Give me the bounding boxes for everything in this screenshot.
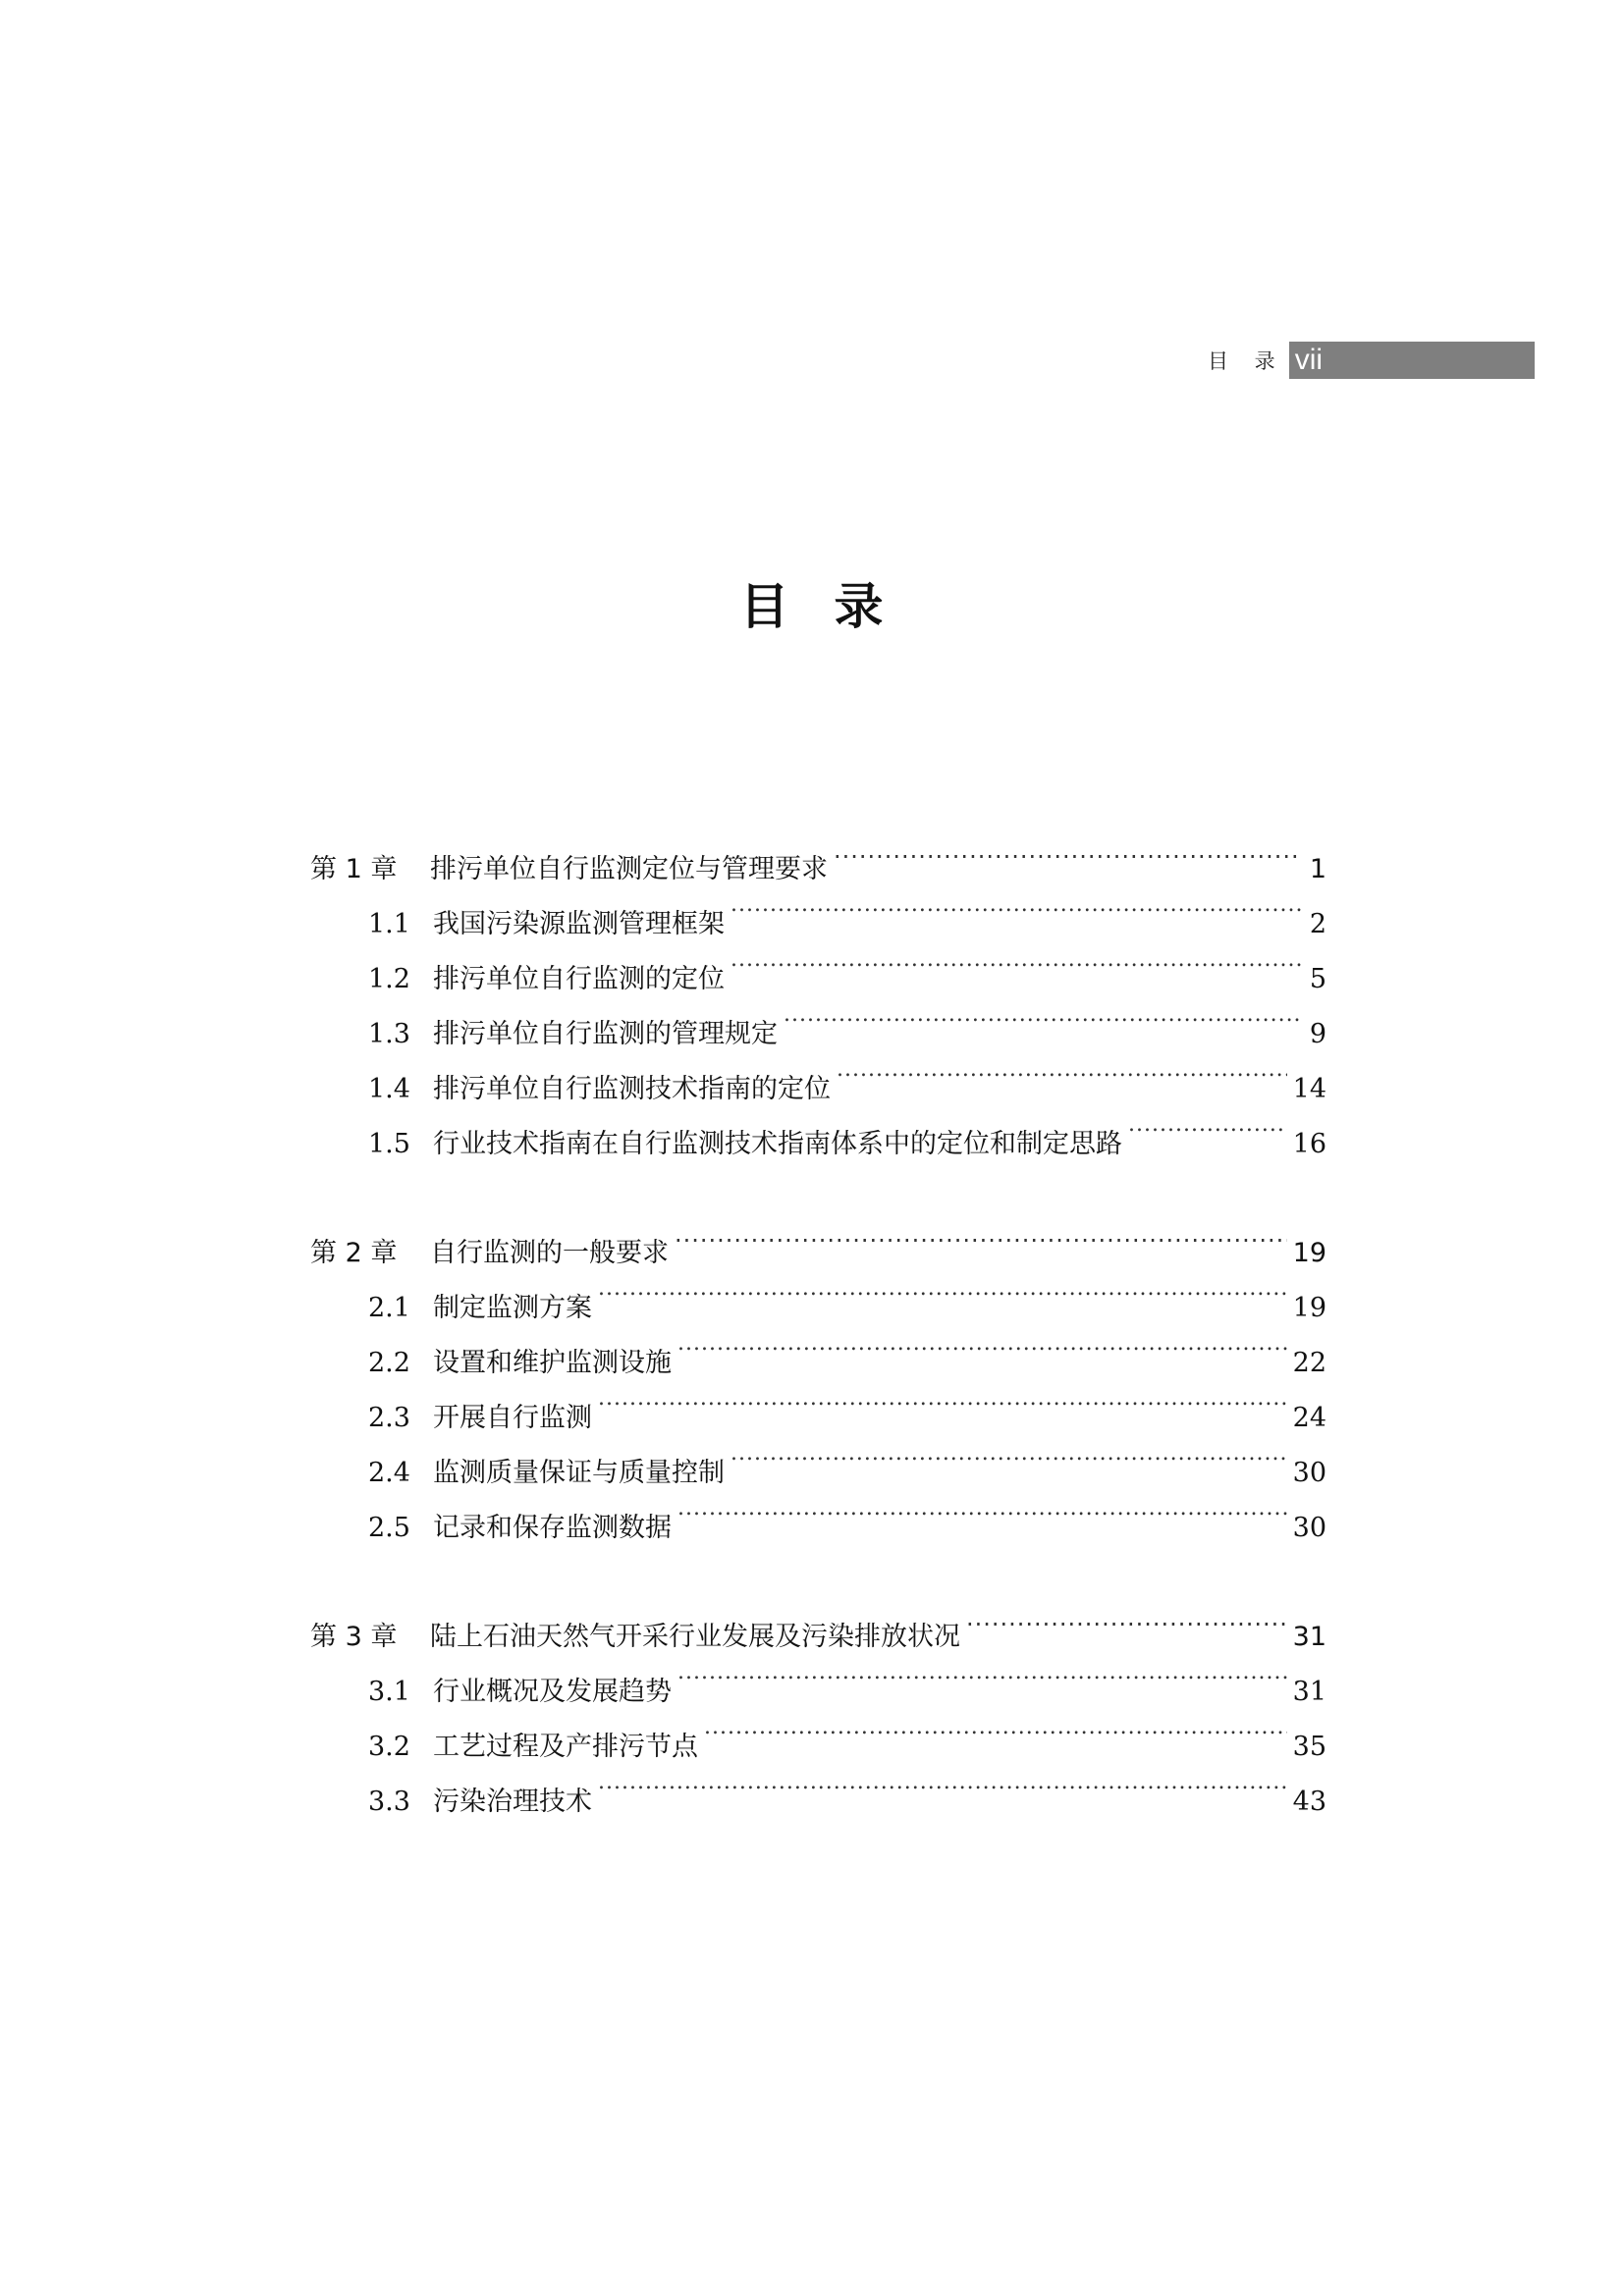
toc-chapter-row[interactable] bbox=[310, 1590, 1326, 1652]
section-title: 我国污染源监测管理框架 bbox=[433, 909, 725, 939]
chapter-page-number: 1 bbox=[1309, 854, 1326, 884]
dot-leader bbox=[677, 1316, 1287, 1371]
dot-leader bbox=[704, 1700, 1287, 1755]
section-page-number: 30 bbox=[1292, 1458, 1326, 1488]
section-number: 1.5 bbox=[368, 1129, 410, 1159]
section-title: 排污单位自行监测的定位 bbox=[433, 964, 725, 994]
chapter-number: 第 1 章 bbox=[310, 854, 398, 884]
section-page-number: 19 bbox=[1292, 1293, 1326, 1323]
dot-leader bbox=[730, 933, 1301, 988]
section-number: 2.3 bbox=[368, 1403, 410, 1433]
dot-leader bbox=[598, 1755, 1287, 1810]
chapter-page-number: 19 bbox=[1292, 1238, 1326, 1268]
section-number: 3.1 bbox=[368, 1677, 410, 1707]
section-number: 1.4 bbox=[368, 1074, 410, 1104]
section-title: 排污单位自行监测技术指南的定位 bbox=[433, 1074, 831, 1104]
dot-leader bbox=[834, 823, 1301, 878]
chapter-number: 第 3 章 bbox=[310, 1622, 398, 1652]
section-page-number: 35 bbox=[1292, 1732, 1326, 1762]
section-page-number: 24 bbox=[1292, 1403, 1326, 1433]
table-of-contents bbox=[310, 823, 1326, 1864]
chapter-title: 排污单位自行监测定位与管理要求 bbox=[430, 854, 828, 884]
section-number: 1.1 bbox=[368, 909, 410, 939]
section-title: 设置和维护监测设施 bbox=[433, 1348, 672, 1378]
dot-leader bbox=[1128, 1097, 1287, 1152]
page-title: 目录 bbox=[739, 577, 929, 635]
dot-leader bbox=[784, 988, 1301, 1042]
dot-leader bbox=[966, 1590, 1287, 1645]
section-title: 行业概况及发展趋势 bbox=[433, 1677, 672, 1707]
page-number-badge: vii bbox=[1289, 342, 1535, 379]
dot-leader bbox=[677, 1645, 1287, 1700]
dot-leader bbox=[837, 1042, 1287, 1097]
dot-leader bbox=[677, 1481, 1287, 1536]
chapter-title: 陆上石油天然气开采行业发展及污染排放状况 bbox=[430, 1622, 960, 1652]
section-number: 3.2 bbox=[368, 1732, 410, 1762]
running-header bbox=[1208, 342, 1535, 379]
chapter-block bbox=[310, 1206, 1326, 1543]
dot-leader bbox=[598, 1371, 1287, 1426]
section-page-number: 31 bbox=[1292, 1677, 1326, 1707]
section-title: 排污单位自行监测的管理规定 bbox=[433, 1019, 778, 1049]
section-page-number: 16 bbox=[1292, 1129, 1326, 1159]
section-title: 监测质量保证与质量控制 bbox=[433, 1458, 725, 1488]
chapter-block bbox=[310, 823, 1326, 1159]
section-page-number: 9 bbox=[1309, 1019, 1326, 1049]
section-page-number: 5 bbox=[1309, 964, 1326, 994]
section-number: 1.3 bbox=[368, 1019, 410, 1049]
section-page-number: 14 bbox=[1292, 1074, 1326, 1104]
section-number: 2.2 bbox=[368, 1348, 410, 1378]
section-number: 1.2 bbox=[368, 964, 410, 994]
chapter-number: 第 2 章 bbox=[310, 1238, 398, 1268]
chapter-block bbox=[310, 1590, 1326, 1817]
section-number: 3.3 bbox=[368, 1787, 410, 1817]
chapter-page-number: 31 bbox=[1292, 1622, 1326, 1652]
chapter-title: 自行监测的一般要求 bbox=[430, 1238, 669, 1268]
section-number: 2.1 bbox=[368, 1293, 410, 1323]
dot-leader bbox=[730, 878, 1301, 933]
running-header-label: 目 录 bbox=[1208, 349, 1285, 373]
section-title: 记录和保存监测数据 bbox=[433, 1513, 672, 1543]
section-title: 开展自行监测 bbox=[433, 1403, 592, 1433]
toc-chapter-row[interactable] bbox=[310, 1206, 1326, 1268]
dot-leader bbox=[598, 1261, 1287, 1316]
section-title: 制定监测方案 bbox=[433, 1293, 592, 1323]
section-page-number: 22 bbox=[1292, 1348, 1326, 1378]
section-page-number: 30 bbox=[1292, 1513, 1326, 1543]
dot-leader bbox=[675, 1206, 1287, 1261]
section-title: 污染治理技术 bbox=[433, 1787, 592, 1817]
section-page-number: 2 bbox=[1309, 909, 1326, 939]
section-page-number: 43 bbox=[1292, 1787, 1326, 1817]
section-number: 2.5 bbox=[368, 1513, 410, 1543]
section-title: 工艺过程及产排污节点 bbox=[433, 1732, 698, 1762]
section-number: 2.4 bbox=[368, 1458, 410, 1488]
toc-chapter-row[interactable] bbox=[310, 823, 1326, 884]
dot-leader bbox=[730, 1426, 1287, 1481]
section-title: 行业技术指南在自行监测技术指南体系中的定位和制定思路 bbox=[433, 1129, 1122, 1159]
